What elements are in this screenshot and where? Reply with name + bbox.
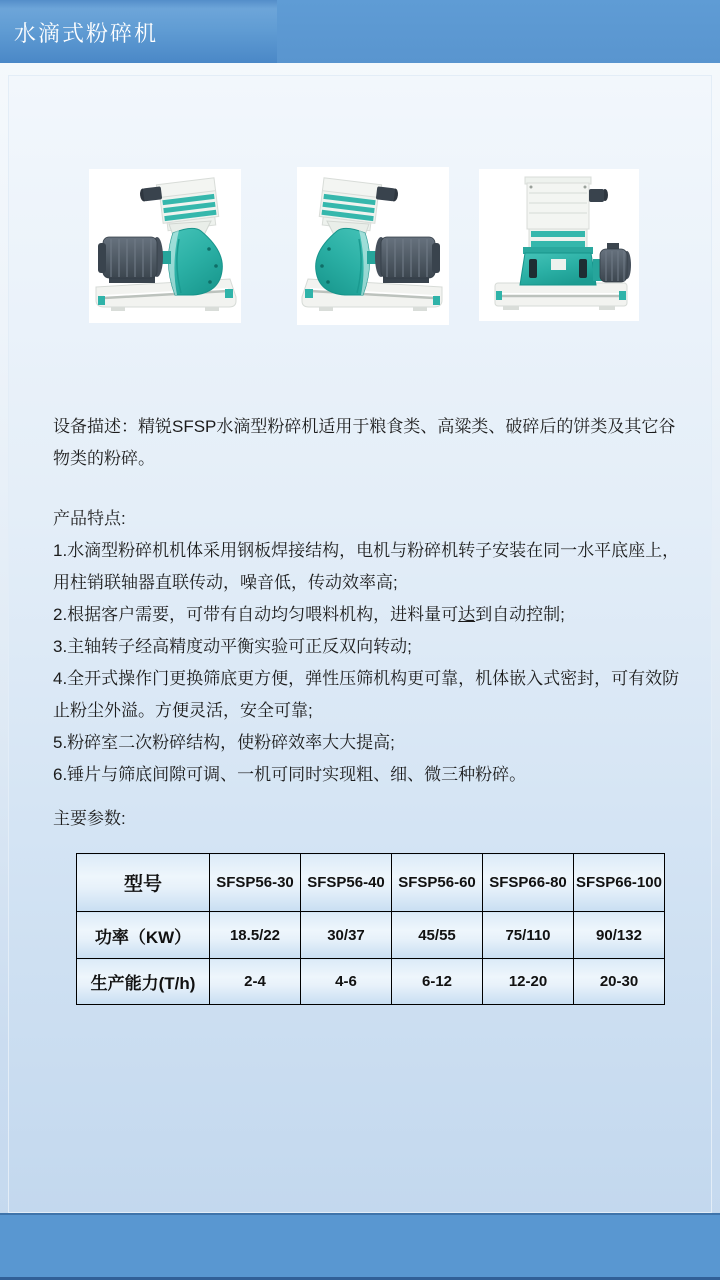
header-bar	[0, 0, 720, 63]
feature-item: 1.水滴型粉碎机机体采用钢板焊接结构，电机与粉碎机转子安装在同一水平底座上，用柱销联轴器直联传动，噪音低，传动效率高;	[53, 541, 680, 592]
table-row	[77, 912, 665, 959]
feature-item: 5.粉碎室二次粉碎结构，使粉碎效率大大提高;	[53, 733, 395, 752]
product-image-1	[89, 169, 241, 323]
model-column-header: SFSP56-30	[210, 854, 301, 912]
page-title-tab[interactable]	[0, 0, 277, 63]
model-column-header: SFSP56-40	[301, 854, 392, 912]
hammer-mill-side-view-left-icon	[89, 169, 241, 323]
device-description-text: 精锐SFSP水滴型粉碎机适用于粮食类、高粱类、破碎后的饼类及其它谷物类的粉碎。	[53, 417, 676, 468]
feature-list	[53, 535, 681, 791]
footer-bar	[0, 1213, 720, 1280]
table-cell: 20-30	[574, 959, 665, 1005]
feature-item: 3.主轴转子经高精度动平衡实验可正反双向转动;	[53, 637, 412, 656]
feature-item: 4.全开式操作门更换筛底更方便，弹性压筛机构更可靠，机体嵌入式密封，可有效防止粉尘外溢。方便灵活，安全可靠;	[53, 669, 680, 720]
table-cell: 12-20	[483, 959, 574, 1005]
model-column-header: SFSP56-60	[392, 854, 483, 912]
table-cell: 90/132	[574, 912, 665, 959]
table-cell: 45/55	[392, 912, 483, 959]
table-cell: 18.5/22	[210, 912, 301, 959]
feature-item: 2.根据客户需要，可带有自动均匀喂料机构，进料量可达到自动控制;	[53, 605, 565, 624]
table-row	[77, 959, 665, 1005]
product-text-block	[53, 411, 681, 835]
model-column-header: SFSP66-80	[483, 854, 574, 912]
table-header-row	[77, 854, 665, 912]
page-title: 水滴式粉碎机	[14, 21, 159, 46]
product-image-3	[479, 169, 639, 321]
feature-item: 6.锤片与筛底间隙可调、一机可同时实现粗、细、微三种粉碎。	[53, 765, 527, 784]
table-cell: 30/37	[301, 912, 392, 959]
table-cell: 75/110	[483, 912, 574, 959]
content-panel	[8, 75, 712, 1213]
row-label: 功率（KW）	[77, 912, 210, 959]
features-title: 产品特点:	[53, 509, 126, 528]
row-label: 生产能力(T/h)	[77, 959, 210, 1005]
table-cell: 6-12	[392, 959, 483, 1005]
device-description-label: 设备描述：	[53, 417, 138, 436]
model-label-header: 型号	[77, 854, 210, 912]
parameters-table	[76, 853, 665, 1005]
device-description	[53, 411, 681, 475]
product-image-2	[297, 167, 449, 325]
model-column-header: SFSP66-100	[574, 854, 665, 912]
table-cell: 2-4	[210, 959, 301, 1005]
hammer-mill-front-view-icon	[479, 169, 639, 321]
hammer-mill-side-view-right-icon	[297, 167, 449, 325]
parameters-title: 主要参数:	[53, 809, 126, 828]
table-cell: 4-6	[301, 959, 392, 1005]
